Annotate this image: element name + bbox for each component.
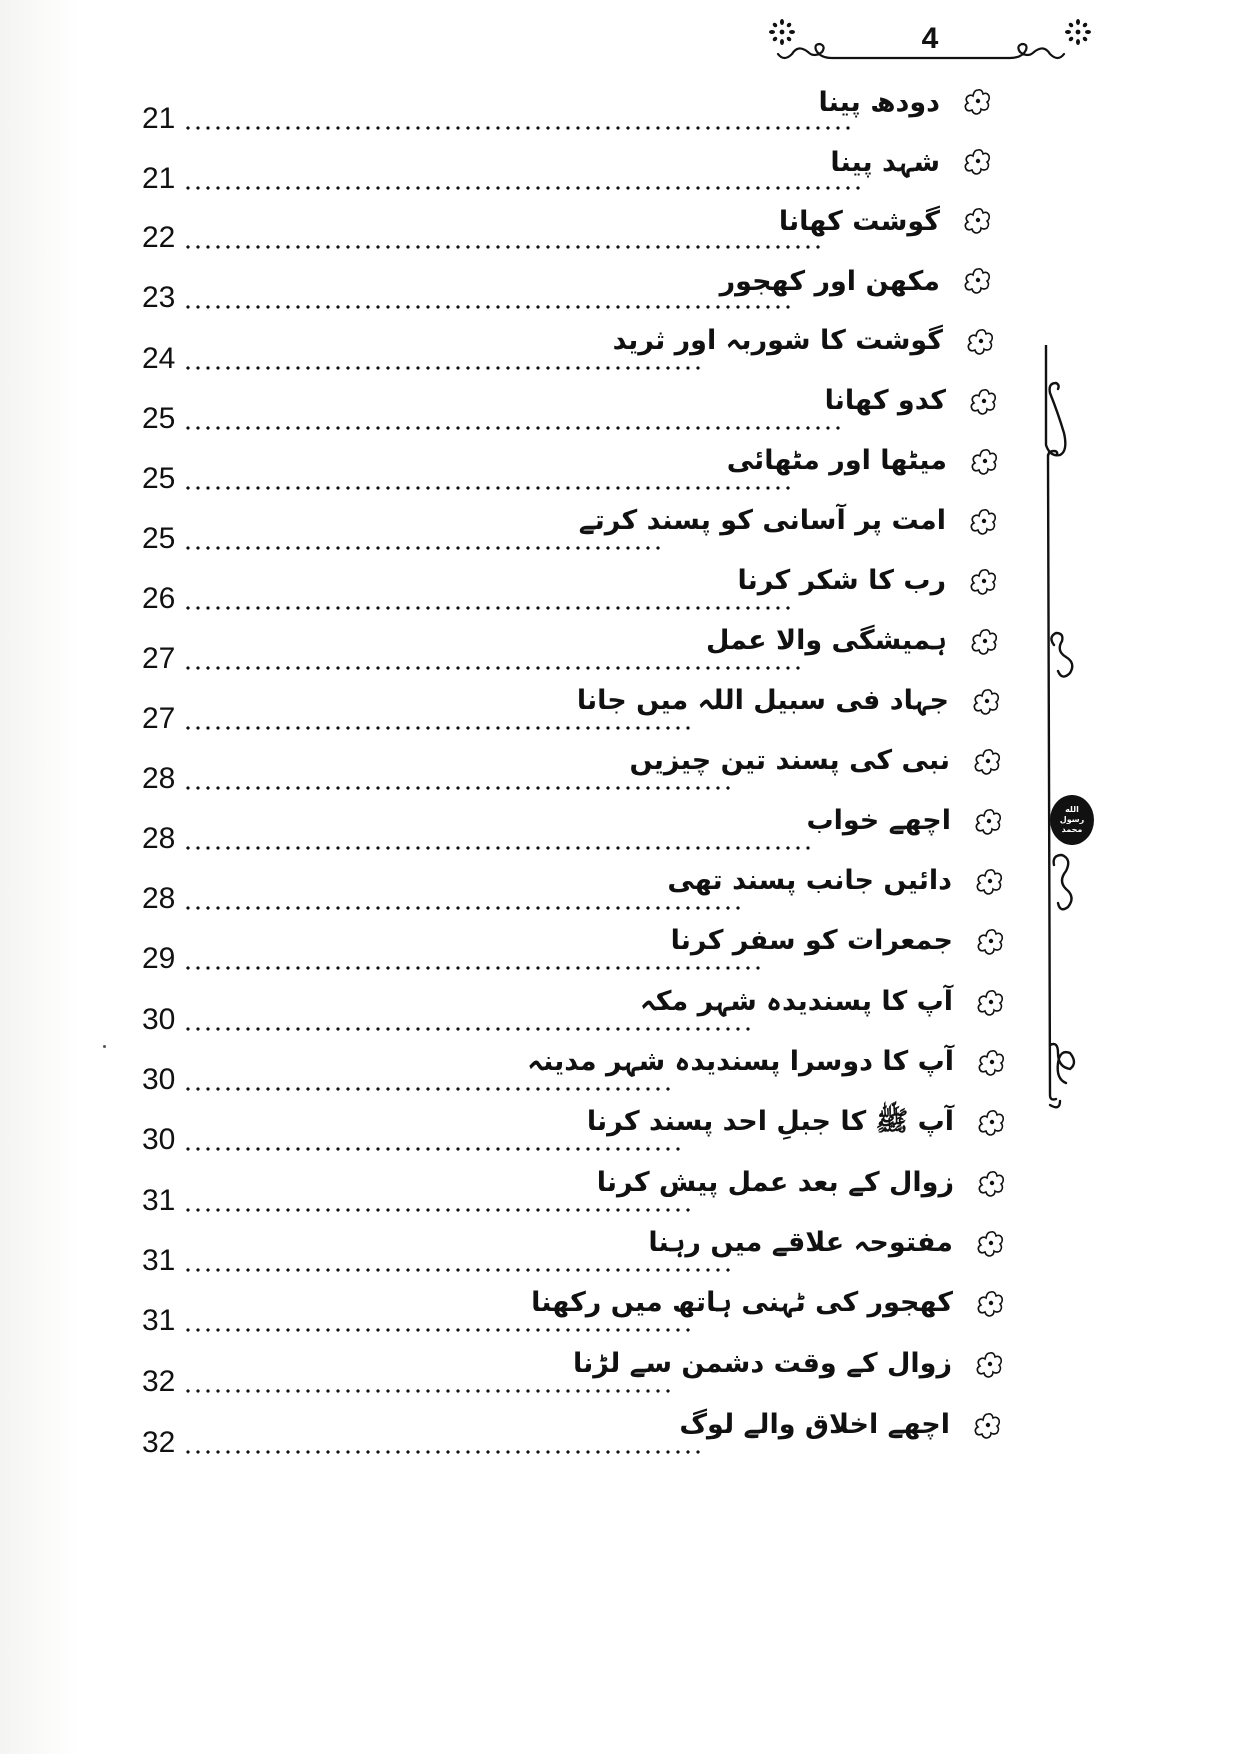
toc-entry-title: جہاد فی سبیل اللہ میں جانا (576, 685, 949, 716)
toc-page-number: 31 (142, 1244, 176, 1277)
dot-leader (183, 966, 760, 970)
toc-page-number: 28 (142, 882, 176, 915)
toc-entry-title: میٹھا اور مٹھائی (726, 445, 947, 476)
dot-leader (183, 1389, 675, 1393)
toc-entry[interactable] (0, 733, 1240, 800)
toc-entry[interactable] (0, 73, 1240, 140)
toc-entry-title: کھجور کی ٹہنی ہاتھ میں رکھنا (531, 1287, 953, 1318)
toc-entry[interactable] (0, 252, 1240, 319)
toc-page-number: 21 (142, 162, 176, 195)
toc-entry[interactable] (0, 673, 1240, 740)
toc-entry[interactable] (0, 433, 1240, 500)
flower-bullet-icon (976, 1107, 1008, 1139)
toc-entry-title: اچھے اخلاق والے لوگ (679, 1409, 950, 1440)
flower-bullet-icon (971, 686, 1003, 718)
toc-entry-title: زوال کے وقت دشمن سے لڑنا (573, 1348, 952, 1379)
toc-entry[interactable] (0, 133, 1240, 200)
toc-page-number: 30 (142, 1123, 176, 1156)
toc-page-number: 27 (142, 642, 176, 675)
toc-page-number: 25 (142, 402, 176, 435)
flower-bullet-icon (972, 746, 1004, 778)
seal-line: رسول (1059, 815, 1085, 824)
dot-leader (183, 426, 840, 430)
toc-entry[interactable] (0, 1155, 1240, 1222)
toc-page-number: 24 (142, 342, 176, 375)
toc-entry[interactable] (0, 853, 1240, 920)
flower-bullet-icon (962, 146, 994, 178)
dot-leader (183, 546, 665, 550)
dot-leader (183, 1147, 680, 1151)
toc-page-number: 22 (142, 221, 176, 254)
flower-bullet-icon (968, 506, 1000, 538)
flower-bullet-icon (975, 987, 1007, 1019)
dot-leader (183, 726, 690, 730)
toc-entry[interactable] (0, 793, 1240, 860)
dot-leader (183, 366, 700, 370)
toc-entry[interactable] (0, 1034, 1240, 1101)
dot-leader (183, 786, 735, 790)
flower-bullet-icon (974, 866, 1006, 898)
toc-entry-title: دودھ پینا (818, 87, 940, 118)
dot-leader (183, 1328, 690, 1332)
toc-entry-title: مفتوحہ علاقے میں رہنا (648, 1227, 953, 1258)
toc-page-number: 25 (142, 522, 176, 555)
toc-entry[interactable] (0, 613, 1240, 680)
toc-page-number: 28 (142, 762, 176, 795)
dot-leader (183, 666, 800, 670)
flower-bullet-icon (962, 205, 994, 237)
toc-page-number: 25 (142, 462, 176, 495)
dot-leader (183, 1087, 675, 1091)
flower-bullet-icon (965, 326, 997, 358)
toc-entry[interactable] (0, 313, 1240, 380)
dot-leader (183, 1208, 690, 1212)
toc-entry-title: آپ کا دوسرا پسندیدہ شہر مدینہ (527, 1046, 954, 1077)
toc-entry-title: گوشت کھانا (778, 206, 940, 237)
toc-entry-title: اچھے خواب (806, 805, 951, 836)
flower-bullet-icon (962, 86, 994, 118)
toc-page-number: 28 (142, 822, 176, 855)
toc-page-number: 21 (142, 102, 176, 135)
toc-page-number: 30 (142, 1063, 176, 1096)
flower-bullet-icon (974, 1349, 1006, 1381)
toc-entry-title: آپ کا پسندیدہ شہر مکہ (639, 986, 953, 1017)
flower-bullet-icon (968, 566, 1000, 598)
dot-leader (183, 1027, 755, 1031)
toc-entry-title: دائیں جانب پسند تھی (667, 865, 952, 896)
toc-entry-title: جمعرات کو سفر کرنا (670, 925, 953, 956)
toc-page-number: 26 (142, 582, 176, 615)
dot-leader (183, 126, 850, 130)
toc-entry-title: زوال کے بعد عمل پیش کرنا (596, 1167, 954, 1198)
dot-leader (183, 906, 745, 910)
toc-entry-title: کدو کھانا (824, 385, 946, 416)
flower-bullet-icon (975, 926, 1007, 958)
flower-bullet-icon (969, 446, 1001, 478)
flower-bullet-icon (973, 806, 1005, 838)
toc-entry[interactable] (0, 1275, 1240, 1342)
flower-bullet-icon (975, 1288, 1007, 1320)
flower-bullet-icon (969, 626, 1001, 658)
dot-leader (183, 606, 790, 610)
toc-entry-title: آپ ﷺ کا جبلِ احد پسند کرنا (586, 1106, 954, 1137)
toc-entry-title: شہد پینا (830, 147, 940, 178)
toc-entry-title: نبی کی پسند تین چیزیں (629, 745, 950, 776)
toc-page-number: 29 (142, 942, 176, 975)
dot-leader (183, 486, 790, 490)
toc-entry[interactable] (0, 1397, 1240, 1464)
flower-bullet-icon (968, 386, 1000, 418)
flower-bullet-icon (972, 1410, 1004, 1442)
toc-entry-title: امت پر آسانی کو پسند کرتے (578, 505, 946, 536)
toc-page-number: 32 (142, 1426, 176, 1459)
toc-entry[interactable] (0, 553, 1240, 620)
toc-entry[interactable] (0, 913, 1240, 980)
toc-page-number: 32 (142, 1365, 176, 1398)
toc-entry[interactable] (0, 1215, 1240, 1282)
dot-leader (183, 245, 825, 249)
toc-entry[interactable] (0, 1094, 1240, 1161)
toc-entry[interactable] (0, 493, 1240, 560)
toc-entry[interactable] (0, 373, 1240, 440)
toc-entry-title: رب کا شکر کرنا (737, 565, 946, 596)
toc-entry[interactable] (0, 974, 1240, 1041)
seal-line: محمد (1061, 825, 1083, 834)
seal-line: الله (1065, 805, 1079, 814)
dot-leader (183, 186, 860, 190)
toc-page-number: 23 (142, 281, 176, 314)
toc-entry[interactable] (0, 192, 1240, 259)
dot-leader (183, 1268, 735, 1272)
flower-bullet-icon (976, 1047, 1008, 1079)
toc-entry-title: مکھن اور کھجور (719, 266, 940, 297)
toc-page-number: 31 (142, 1184, 176, 1217)
dot-leader (183, 846, 810, 850)
toc-entry[interactable] (0, 1336, 1240, 1403)
dot-leader (183, 305, 795, 309)
toc-entry-title: گوشت کا شوربہ اور ثرید (612, 325, 943, 356)
toc-page-number: 27 (142, 702, 176, 735)
toc-page-number: 31 (142, 1304, 176, 1337)
flower-bullet-icon (975, 1228, 1007, 1260)
toc-page-number: 30 (142, 1003, 176, 1036)
page-number: 4 (921, 22, 939, 55)
flower-bullet-icon (962, 265, 994, 297)
toc-entry-title: ہمیشگی والا عمل (705, 625, 947, 656)
flower-bullet-icon (976, 1168, 1008, 1200)
dot-leader (183, 1450, 705, 1454)
